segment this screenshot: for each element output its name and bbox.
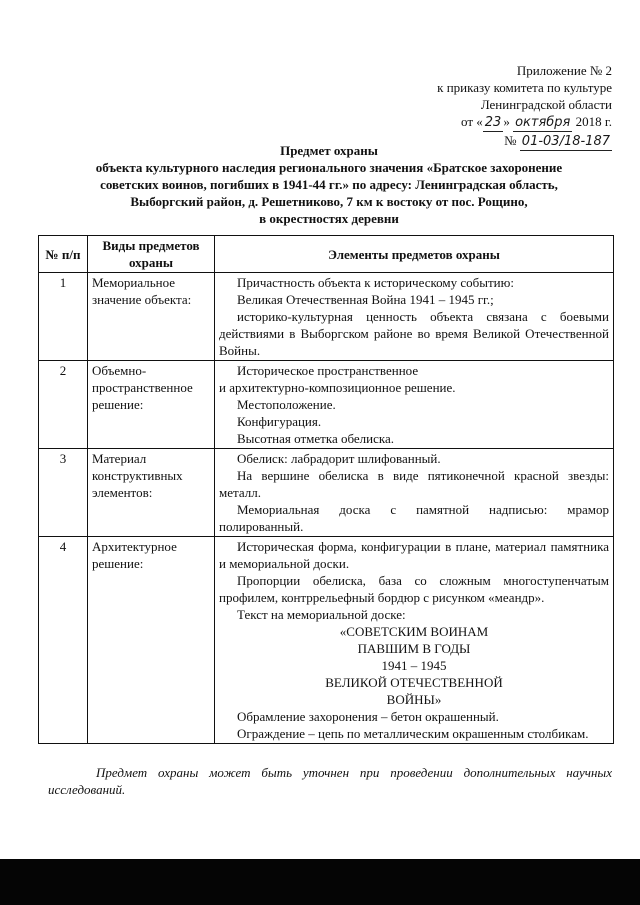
footnote: Предмет охраны может быть уточнен при проведении дополнительных научных исследований. — [48, 765, 612, 797]
header-elements: Элементы предметов охраны — [215, 236, 614, 273]
title-heading: Предмет охраны — [280, 143, 378, 158]
table-header-row — [39, 236, 614, 273]
appendix-region: Ленинградской области — [480, 97, 612, 112]
inscription-line: ВЕЛИКОЙ ОТЕЧЕСТВЕННОЙ — [325, 675, 503, 690]
inscription-line: ВОЙНЫ» — [386, 692, 442, 707]
appendix-block — [352, 62, 612, 151]
row-elements: Причастность объекта к историческому событию: Великая Отечественная Война 1941 – 1945 гг.; историко-культурная ценность объекта связана с боевыми действиями в Выборгском районе во время Великой Отечественной Войны. — [215, 273, 614, 361]
scan-bottom-edge — [0, 859, 640, 905]
handwritten-month: октября — [515, 115, 571, 130]
table-row: 1 Мемориальное значение объекта: Причастность объекта к историческому событию: Великая Отечественная Война 1941 – 1945 гг.; историко-культурная ценность объекта связана с боевыми действиями в Выборгском районе во время Великой Отечественной Войны. — [39, 273, 614, 361]
inscription-line: ПАВШИМ В ГОДЫ — [357, 641, 471, 656]
appendix-order-number: № 01-03/18-187 — [504, 133, 610, 149]
handwritten-day: 23 — [484, 115, 502, 130]
row-elements: Историческая форма, конфигурации в плане, материал памятника и мемориальной доски. Пропорции обелиска, база со сложным многоступенчатым профилем, контррельефный бордюр с рисунком «меандр». Текст на мемориальной доске: «СОВЕТСКИМ ВОИНАМ ПАВШИМ В ГОДЫ 1941 – 1945 ВЕЛИКОЙ ОТЕЧЕСТВЕННОЙ ВОЙНЫ» Обрамление захоронения – бетон окрашенный. Ограждение – цепь по металлическим окрашенным столбикам. — [215, 537, 614, 744]
table-row: 4 Архитектурное решение: Историческая форма, конфигурации в плане, материал памятника и мемориальной доски. Пропорции обелиска, база со сложным многоступенчатым профилем, контррельефный бордюр с рисунком «меандр». Текст на мемориальной доске: «СОВЕТСКИМ ВОИНАМ ПАВШИМ В ГОДЫ 1941 – 1945 ВЕЛИКОЙ ОТЕЧЕСТВЕННОЙ ВОЙНЫ» Обрамление захоронения – бетон окрашенный. Ограждение – цепь по металлическим окрашенным столбикам. — [39, 537, 614, 744]
appendix-number: Приложение № 2 — [516, 63, 612, 78]
row-elements: Обелиск: лабрадорит шлифованный. На вершине обелиска в виде пятиконечной красной звезды: металл. Мемориальная доска с памятной надписью: мрамор полированный. — [215, 449, 614, 537]
row-elements: Историческое пространственное и архитектурно-композиционное решение. Местоположение. Конфигурация. Высотная отметка обелиска. — [215, 361, 614, 449]
header-type: Виды предметов охраны — [88, 236, 215, 273]
appendix-date: от « 23 » октября 2018 г. — [461, 114, 612, 130]
inscription-line: «СОВЕТСКИМ ВОИНАМ — [339, 624, 489, 639]
document-title: Предмет охраны объекта культурного наследия регионального значения «Братское захоронение советских воинов, погибших в 1941-44 гг.» по адресу: Ленинградская область, Выборгский район, д. Решетниково, 7 км к востоку от пос. Рощино, в окрестностях деревни — [40, 142, 618, 227]
inscription-line: 1941 – 1945 — [381, 658, 447, 673]
appendix-order-ref: к приказу комитета по культуре — [437, 80, 612, 95]
table-row: 2 Объемно-пространственное решение: Историческое пространственное и архитектурно-композиционное решение. Местоположение. Конфигурация. Высотная отметка обелиска. — [39, 361, 614, 449]
handwritten-number: 01-03/18-187 — [521, 134, 610, 149]
header-num: № п/п — [39, 236, 88, 273]
protection-table — [38, 235, 614, 744]
table-row: 3 Материал конструктивных элементов: Обелиск: лабрадорит шлифованный. На вершине обелиска в виде пятиконечной красной звезды: металл. Мемориальная доска с памятной надписью: мрамор полированный. — [39, 449, 614, 537]
